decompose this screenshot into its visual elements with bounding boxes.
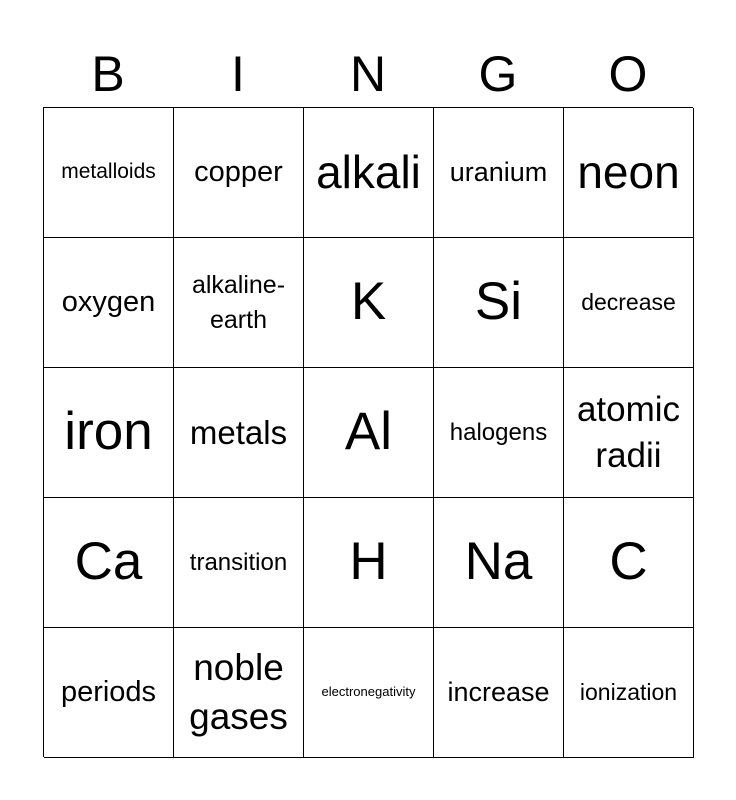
cell-label: K [350, 272, 387, 332]
bingo-cell[interactable] [44, 628, 174, 758]
header-letter-o: O [608, 46, 648, 102]
bingo-cell[interactable] [564, 238, 694, 368]
cell-label: alkali [316, 146, 421, 199]
header-letter-b: B [91, 46, 125, 102]
cell-label: atomic radii [576, 390, 681, 475]
bingo-cell[interactable] [564, 368, 694, 498]
bingo-board [43, 107, 693, 757]
bingo-cell[interactable] [304, 498, 434, 628]
header-letter-i: I [231, 46, 245, 102]
bingo-cell[interactable] [434, 368, 564, 498]
bingo-header [43, 40, 693, 108]
cell-label: Si [474, 272, 523, 332]
cell-label: noble gases [189, 647, 288, 737]
bingo-cell[interactable] [174, 108, 304, 238]
bingo-cell[interactable] [564, 628, 694, 758]
cell-label: electronegativity [321, 684, 416, 700]
bingo-cell[interactable] [174, 238, 304, 368]
bingo-cell[interactable] [304, 238, 434, 368]
cell-label: halogens [449, 418, 548, 446]
bingo-cell[interactable] [434, 628, 564, 758]
bingo-cell[interactable] [564, 498, 694, 628]
bingo-cell[interactable] [44, 238, 174, 368]
bingo-cell[interactable] [44, 368, 174, 498]
bingo-cell[interactable] [304, 628, 434, 758]
cell-label: alkaline-earth [191, 270, 286, 334]
cell-label: transition [189, 548, 288, 576]
cell-label: copper [194, 155, 283, 188]
bingo-cell[interactable] [44, 498, 174, 628]
cell-label: neon [577, 146, 680, 199]
cell-label: oxygen [61, 285, 156, 318]
cell-label: Al [344, 402, 393, 462]
cell-label: metalloids [61, 160, 156, 184]
cell-label: H [349, 532, 388, 592]
cell-label: Ca [74, 532, 143, 592]
bingo-cell[interactable] [304, 368, 434, 498]
header-letter-n: N [349, 46, 387, 102]
header-letter-g: G [478, 46, 518, 102]
cell-label: decrease [581, 289, 676, 316]
cell-label: increase [447, 676, 550, 707]
cell-label: iron [64, 402, 153, 462]
bingo-cell[interactable] [304, 108, 434, 238]
bingo-cell[interactable] [174, 498, 304, 628]
cell-label: uranium [449, 156, 548, 187]
bingo-cell[interactable] [434, 108, 564, 238]
bingo-cell[interactable] [174, 628, 304, 758]
bingo-cell[interactable] [44, 108, 174, 238]
bingo-cell[interactable] [434, 498, 564, 628]
bingo-cell[interactable] [174, 368, 304, 498]
bingo-cell[interactable] [564, 108, 694, 238]
cell-label: periods [60, 675, 157, 708]
cell-label: C [609, 532, 648, 592]
cell-label: ionization [579, 679, 678, 706]
cell-label: Na [464, 532, 533, 592]
cell-label: metals [189, 413, 288, 451]
bingo-cell[interactable] [434, 238, 564, 368]
